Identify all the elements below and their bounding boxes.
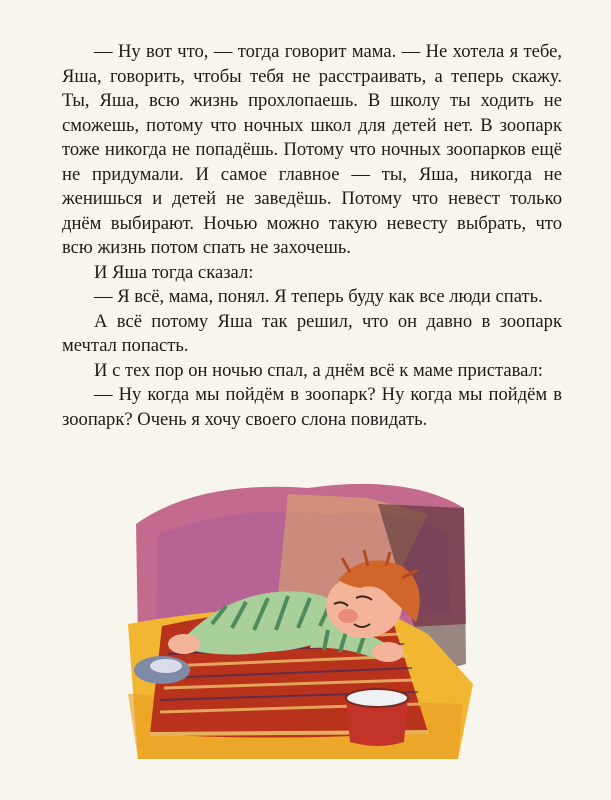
story-text (62, 40, 562, 432)
paragraph-since-then: И с тех пор он ночью спал, а днём всё к маме приставал: (94, 359, 543, 381)
paragraph-reason: А всё потому Яша так решил, что он давно в зоопарк мечтал попасть. (62, 310, 562, 356)
paragraph-mom-speech: — Ну вот что, — тогда говорит мама. — Не хотела я тебе, Яша, говорить, чтобы тебя не расстраивать, а теперь скажу. Ты, Яша, всю жизнь прохлопаешь. В школу ты ходить не сможешь, потому что ночных школ для детей нет. В зоопарк тоже никогда не попадёшь. Потому что ночных зоопарков ещё не придумали. И самое главное — ты, Яша, никогда не женишься и детей не заведёшь. Потому что невест только днём выбирают. Ночью можно такую невесту выбрать, что всю жизнь потом спать не захочешь. (62, 41, 562, 258)
paragraph-yasha-reply: — Я всё, мама, понял. Я теперь буду как все люди спать. (94, 286, 543, 307)
paragraph-zoo-question: — Ну когда мы пойдём в зоопарк? Ну когда мы пойдём в зоопарк? Очень я хочу своего слона повидать. (62, 384, 562, 430)
sleeping-boy-picture (128, 474, 473, 766)
sleeping-boy-illustration (128, 474, 473, 766)
paragraph-yasha-said: И Яша тогда сказал: (94, 261, 254, 283)
